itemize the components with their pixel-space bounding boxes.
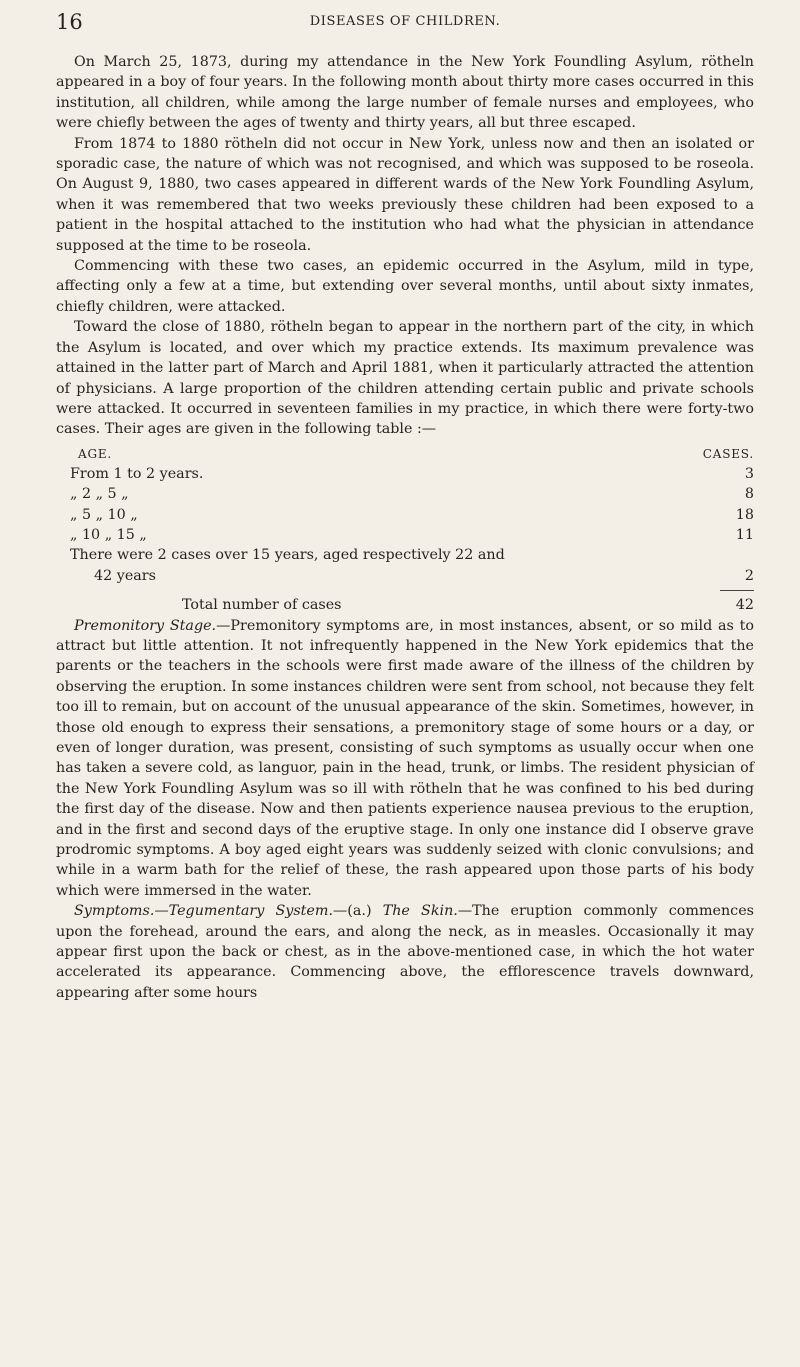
cases-cell: 2 [744,567,754,584]
table-total-row [56,595,754,615]
total-rule [720,590,754,591]
book-page [0,10,800,1367]
paragraph-text: —Premonitory symptoms are, in most instances, absent, or so mild as to attract but little attention. It not infrequently happened in the New York epidemics that the parents or the teachers in the schools were first made aware of the illness of the children by observing the eruption. In some instances children were sent from school, not because they felt too ill to remain, but on account of the unusual appearance of the skin. Sometimes, however, in those old enough to express their sensations, a premonitory stage of some hours or a day, or even of longer duration, was present, consisting of such symptoms as usually occur when one has taken a severe cold, as languor, pain in the head, trunk, or limbs. The resident physician of the New York Foundling Asylum was so ill with rötheln that he was confined to his bed during the first day of the disease. Now and then patients experience nausea previous to the eruption, and in the first and second days of the eruptive stage. In only one instance did I observe grave prodromic symptoms. A boy aged eight years was suddenly seized with clonic convulsions; and while in a warm bath for the relief of these, the rash appeared upon those parts of his body which were immersed in the water. [56,617,754,899]
total-value: 42 [735,597,754,614]
table-row [56,464,754,484]
age-cell: 42 years [94,567,156,584]
table-header [56,444,754,464]
page-header [56,10,754,38]
cases-cell: 8 [744,486,754,503]
paragraph: From 1874 to 1880 rötheln did not occur in New York, unless now and then an isolated or sporadic case, the nature of which was not recognised, and which was supposed to be roseola. On August 9, 1880, two cases appeared in different wards of the New York Foundling Asylum, when it was remembered that two weeks previously these children had been exposed to a patient in the hospital attached to the institution who had what the physician in attendance supposed at the time to be roseola. [56,135,754,254]
column-age: AGE. [78,446,113,461]
table-row [56,566,754,586]
total-label: Total number of cases [182,597,342,614]
paragraph: Toward the close of 1880, rötheln began to appear in the northern part of the city, in which the Asylum is located, and over which my practice extends. Its maximum prevalence was attained in the latter part of March and April 1881, when it particularly attracted the attention of physicians. A large proportion of the children attending certain public and private schools were attacked. It occurred in seventeen families in my practice, in which there were forty-two cases. Their ages are given in the following table :— [56,319,754,438]
cases-cell: 11 [735,526,754,543]
column-cases: CASES. [702,446,754,461]
table-note: There were 2 cases over 15 years, aged respectively 22 and [70,547,505,564]
page-body [56,52,754,1003]
subsection-heading: The Skin. [382,903,458,920]
paragraph: On March 25, 1873, during my attendance in the New York Foundling Asylum, rötheln appeared in a boy of four years. In the following month about thirty more cases occurred in this institution, all children, while among the large number of female nurses and employees, who were chiefly between the ages of twenty and thirty years, all but three escaped. [56,54,754,132]
table-row [56,525,754,545]
cases-cell: 18 [735,506,754,523]
section-heading: Symptoms.—Tegumentary System.— [74,903,348,920]
subsection-marker: (a.) [347,903,372,920]
premonitory-paragraph [56,616,754,902]
cases-cell: 3 [744,465,754,482]
page-number: 16 [56,10,83,34]
paragraph: Commencing with these two cases, an epidemic occurred in the Asylum, mild in type, affecting only a few at a time, but extending over several months, until about sixty inmates, chiefly children, were attacked. [56,258,754,315]
age-cell: From 1 to 2 years. [70,465,204,482]
age-cell: „ 2 „ 5 „ [70,486,129,503]
running-head: DISEASES OF CHILDREN. [309,14,501,29]
table-row [56,505,754,525]
age-cell: „ 10 „ 15 „ [70,526,147,543]
age-cell: „ 5 „ 10 „ [70,506,138,523]
age-cases-table [56,444,754,616]
table-row [56,484,754,504]
symptoms-paragraph [56,901,754,1003]
section-heading: Premonitory Stage. [74,617,217,634]
paragraph-text: —The eruption commonly commences upon the forehead, around the ears, and along the neck, as in measles. Occasionally it may appear first upon the back or chest, as in the above-mentioned case, in which the hot water accelerated its appearance. Commencing above, the efflorescence travels downward, appearing after some hours [56,903,754,1001]
